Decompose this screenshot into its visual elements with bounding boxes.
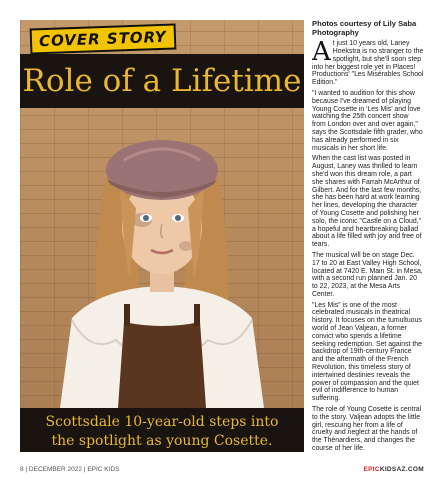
headline-banner: [20, 54, 304, 108]
page-footer: [20, 462, 424, 476]
article-paragraph-2: "I wanted to audition for this show because I've dreamed of playing Young Cosette in 'Les Mis' and love watching the 25th concert show from London over and over again," says the Scottsdale fifth grader, who has already performed in six musicals in her short life.: [312, 89, 423, 152]
article-paragraph-4: The musical will be on stage Dec. 17 to 20 at East Valley High School, located at 7420 E. Main St. in Mesa, with a second run planned Jan. 20 to 22, 2023, at the Mesa Arts Center.: [312, 251, 423, 298]
caption-line-1: Scottsdale 10-year-old steps into: [45, 414, 279, 430]
caption-line-2: the spotlight as young Cosette.: [51, 433, 273, 449]
cover-photo: [20, 20, 304, 452]
brand-epic: EPIC: [363, 465, 380, 473]
brand-domain: AZ.COM: [396, 465, 424, 473]
caption-banner: [20, 408, 304, 452]
brand-kids: KIDS: [379, 465, 397, 473]
cover-story-tag: COVER STORY: [30, 23, 177, 54]
folio: 8 | DECEMBER 2022 | EPIC KIDS: [20, 465, 120, 473]
article-paragraph-5: "Les Mis" is one of the most celebrated musicals in theatrical history. It focuses on the tumultuous world of Jean Valjean, a former convict who spends a lifetime seeking redemption. Set against the backdrop of 19th-century France and the aftermath of the French Revolution, this timeless story of intertwined destinies reveals the power of compassion and the quiet evil of indifference to human suffering.: [312, 301, 422, 403]
girl-in-costume-illustration: [20, 108, 304, 408]
article-paragraph-1-text: t just 10 years old, Laney Hoekstra is no stranger to the spotlight, but she'll soon step into her biggest role yet in Places! Productions' "Les Misérables School Edition.": [312, 40, 424, 87]
drop-cap: A: [312, 37, 331, 68]
article-paragraph-3: When the cast list was posted in August, Laney was thrilled to learn she'd won this dream role, a part she shares with Farrah McArthur of Gilbert. And for the last few months, she has been hard at work learning her lines, developing the character of Young Cosette and polishing her solo, the iconic "Castle on a Cloud," a hopeful and heartbreaking ballad about a life filled with joy and free of tears.: [312, 155, 422, 249]
photo-credit: Photos courtesy of Lily Saba Photography: [312, 20, 417, 37]
article-column: [312, 20, 424, 452]
article-paragraph-6: The role of Young Cosette is central to the story. Valjean adopts the little girl, rescuing her from a life of cruelty and neglect at the hands of the Thénardiers, and changes the course of her life.: [312, 406, 422, 452]
site-brand: [363, 466, 424, 473]
article-paragraph-1: [312, 37, 424, 87]
headline: Role of a Lifetime: [22, 63, 302, 99]
